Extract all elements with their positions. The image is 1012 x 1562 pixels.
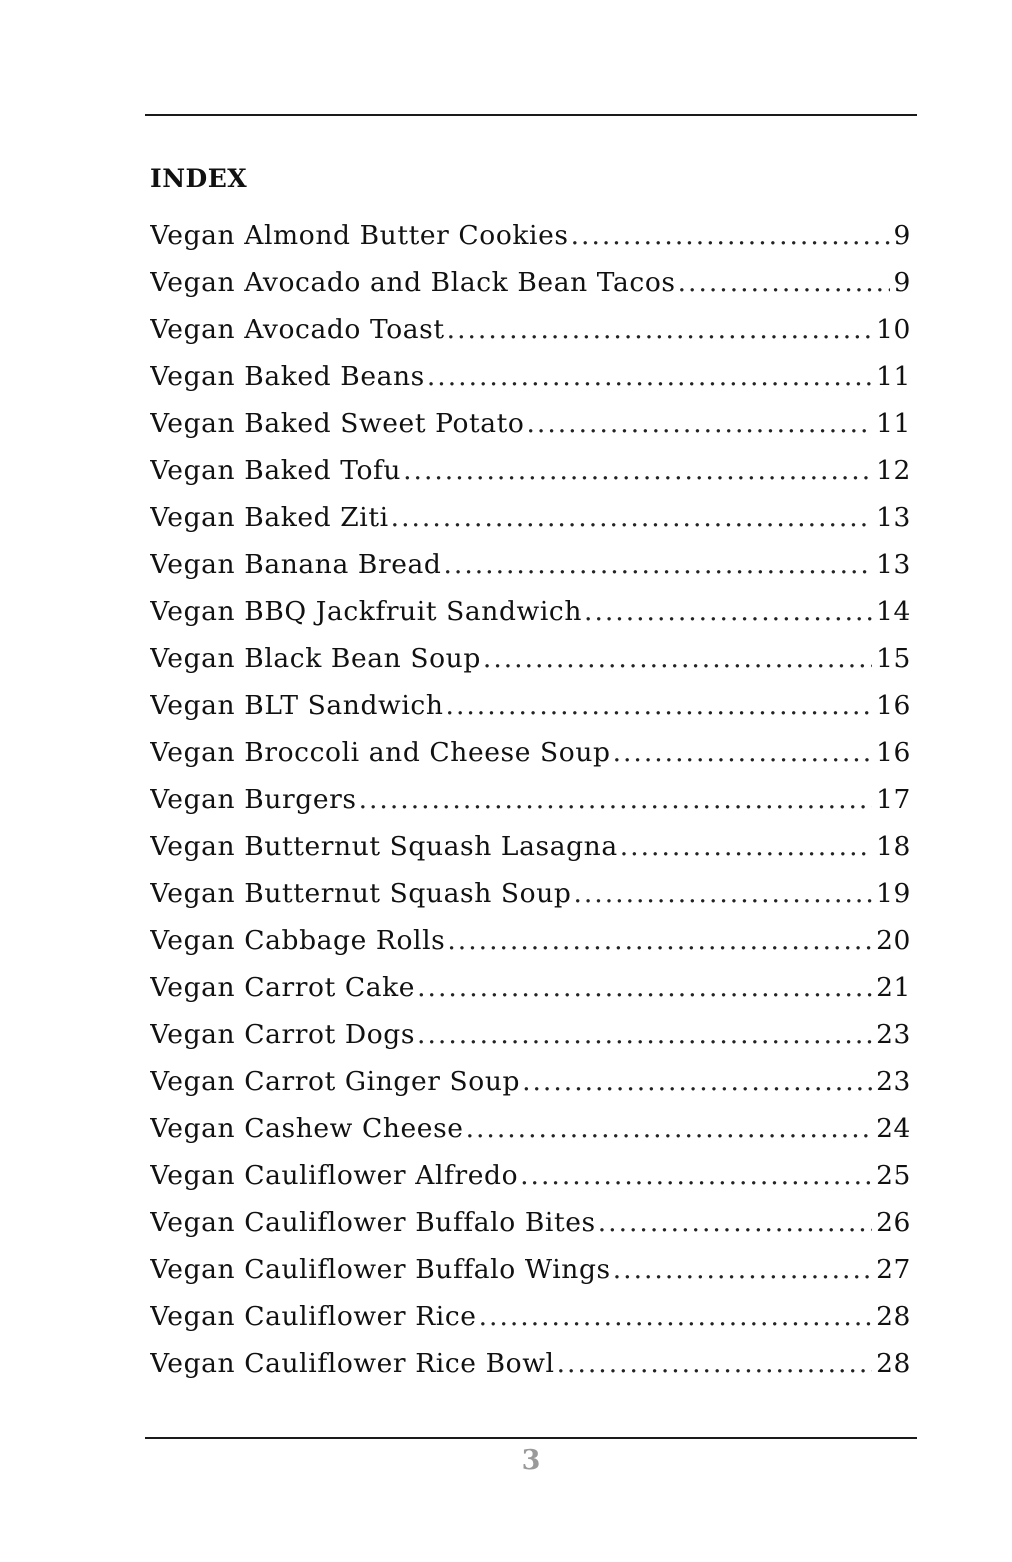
entry-title: Vegan Burgers — [150, 784, 357, 815]
entry-page-number: 11 — [876, 361, 911, 392]
dot-leader — [557, 1340, 872, 1387]
entry-page-number: 25 — [876, 1160, 911, 1191]
entry-page-number: 18 — [876, 831, 911, 862]
footer-rule — [145, 1437, 917, 1439]
entry-title: Vegan BBQ Jackfruit Sandwich — [150, 596, 583, 627]
entry-title: Vegan Baked Sweet Potato — [150, 408, 525, 439]
entry-title: Vegan Carrot Cake — [150, 972, 416, 1003]
index-entry — [150, 1105, 911, 1152]
entry-title: Vegan Baked Tofu — [150, 455, 402, 486]
entry-title: Vegan Baked Ziti — [150, 502, 389, 533]
header-rule — [145, 114, 917, 116]
dot-leader — [447, 306, 872, 353]
index-entry — [150, 306, 911, 353]
dot-leader — [613, 1246, 872, 1293]
entry-title: Vegan Cauliflower Buffalo Bites — [150, 1207, 596, 1238]
index-entry — [150, 823, 911, 870]
dot-leader — [613, 729, 873, 776]
index-entry — [150, 776, 911, 823]
dot-leader — [522, 1058, 872, 1105]
index-entry — [150, 353, 911, 400]
entry-page-number: 12 — [876, 455, 911, 486]
entry-page-number: 11 — [876, 408, 911, 439]
entry-page-number: 14 — [876, 596, 911, 627]
entry-page-number: 28 — [876, 1301, 911, 1332]
index-entry — [150, 870, 911, 917]
dot-leader — [427, 353, 872, 400]
entry-title: Vegan Almond Butter Cookies — [150, 220, 569, 251]
entry-page-number: 9 — [893, 267, 911, 298]
dot-leader — [526, 400, 872, 447]
entry-page-number: 10 — [876, 314, 911, 345]
index-entry — [150, 1293, 911, 1340]
index-entry — [150, 964, 911, 1011]
dot-leader — [678, 259, 890, 306]
entry-page-number: 13 — [876, 549, 911, 580]
entry-page-number: 24 — [876, 1113, 911, 1144]
entry-title: Vegan BLT Sandwich — [150, 690, 444, 721]
entry-page-number: 19 — [876, 878, 911, 909]
dot-leader — [447, 917, 872, 964]
dot-leader — [520, 1152, 872, 1199]
dot-leader — [598, 1199, 872, 1246]
entry-page-number: 15 — [876, 643, 911, 674]
dot-leader — [391, 494, 872, 541]
index-entry — [150, 1340, 911, 1387]
index-entry — [150, 588, 911, 635]
entry-page-number: 9 — [893, 220, 911, 251]
index-entry — [150, 541, 911, 588]
dot-leader — [417, 964, 872, 1011]
index-entry — [150, 1246, 911, 1293]
entry-page-number: 20 — [876, 925, 911, 956]
index-entry — [150, 635, 911, 682]
entry-title: Vegan Cauliflower Rice Bowl — [150, 1348, 555, 1379]
entry-page-number: 13 — [876, 502, 911, 533]
index-heading: INDEX — [150, 164, 248, 193]
entry-title: Vegan Cashew Cheese — [150, 1113, 464, 1144]
page-number: 3 — [521, 1445, 541, 1476]
dot-leader — [620, 823, 872, 870]
entry-title: Vegan Broccoli and Cheese Soup — [150, 737, 611, 768]
entry-title: Vegan Cauliflower Rice — [150, 1301, 477, 1332]
dot-leader — [359, 776, 873, 823]
dot-leader — [403, 447, 872, 494]
entry-page-number: 26 — [876, 1207, 911, 1238]
entry-title: Vegan Black Bean Soup — [150, 643, 481, 674]
dot-leader — [446, 682, 873, 729]
index-entry — [150, 1011, 911, 1058]
index-entry — [150, 917, 911, 964]
index-entry — [150, 729, 911, 776]
index-entry — [150, 212, 911, 259]
dot-leader — [573, 870, 872, 917]
index-entry — [150, 1058, 911, 1105]
dot-leader — [584, 588, 872, 635]
entry-title: Vegan Banana Bread — [150, 549, 442, 580]
dot-leader — [479, 1293, 872, 1340]
dot-leader — [483, 635, 872, 682]
entry-title: Vegan Avocado and Black Bean Tacos — [150, 267, 676, 298]
index-entry — [150, 1199, 911, 1246]
entry-title: Vegan Butternut Squash Lasagna — [150, 831, 618, 862]
index-list — [150, 212, 911, 1387]
index-entry — [150, 259, 911, 306]
entry-title: Vegan Cauliflower Buffalo Wings — [150, 1254, 611, 1285]
entry-title: Vegan Cabbage Rolls — [150, 925, 446, 956]
index-entry — [150, 494, 911, 541]
entry-page-number: 27 — [876, 1254, 911, 1285]
entry-page-number: 23 — [876, 1066, 911, 1097]
entry-title: Vegan Avocado Toast — [150, 314, 445, 345]
entry-page-number: 16 — [876, 690, 911, 721]
entry-page-number: 21 — [876, 972, 911, 1003]
dot-leader — [443, 541, 872, 588]
dot-leader — [417, 1011, 872, 1058]
entry-title: Vegan Carrot Dogs — [150, 1019, 416, 1050]
entry-page-number: 17 — [876, 784, 911, 815]
entry-page-number: 16 — [876, 737, 911, 768]
index-entry — [150, 447, 911, 494]
entry-title: Vegan Baked Beans — [150, 361, 425, 392]
entry-title: Vegan Butternut Squash Soup — [150, 878, 572, 909]
dot-leader — [571, 212, 890, 259]
index-entry — [150, 682, 911, 729]
entry-title: Vegan Carrot Ginger Soup — [150, 1066, 521, 1097]
entry-page-number: 28 — [876, 1348, 911, 1379]
index-entry — [150, 1152, 911, 1199]
index-entry — [150, 400, 911, 447]
entry-title: Vegan Cauliflower Alfredo — [150, 1160, 519, 1191]
dot-leader — [466, 1105, 873, 1152]
entry-page-number: 23 — [876, 1019, 911, 1050]
